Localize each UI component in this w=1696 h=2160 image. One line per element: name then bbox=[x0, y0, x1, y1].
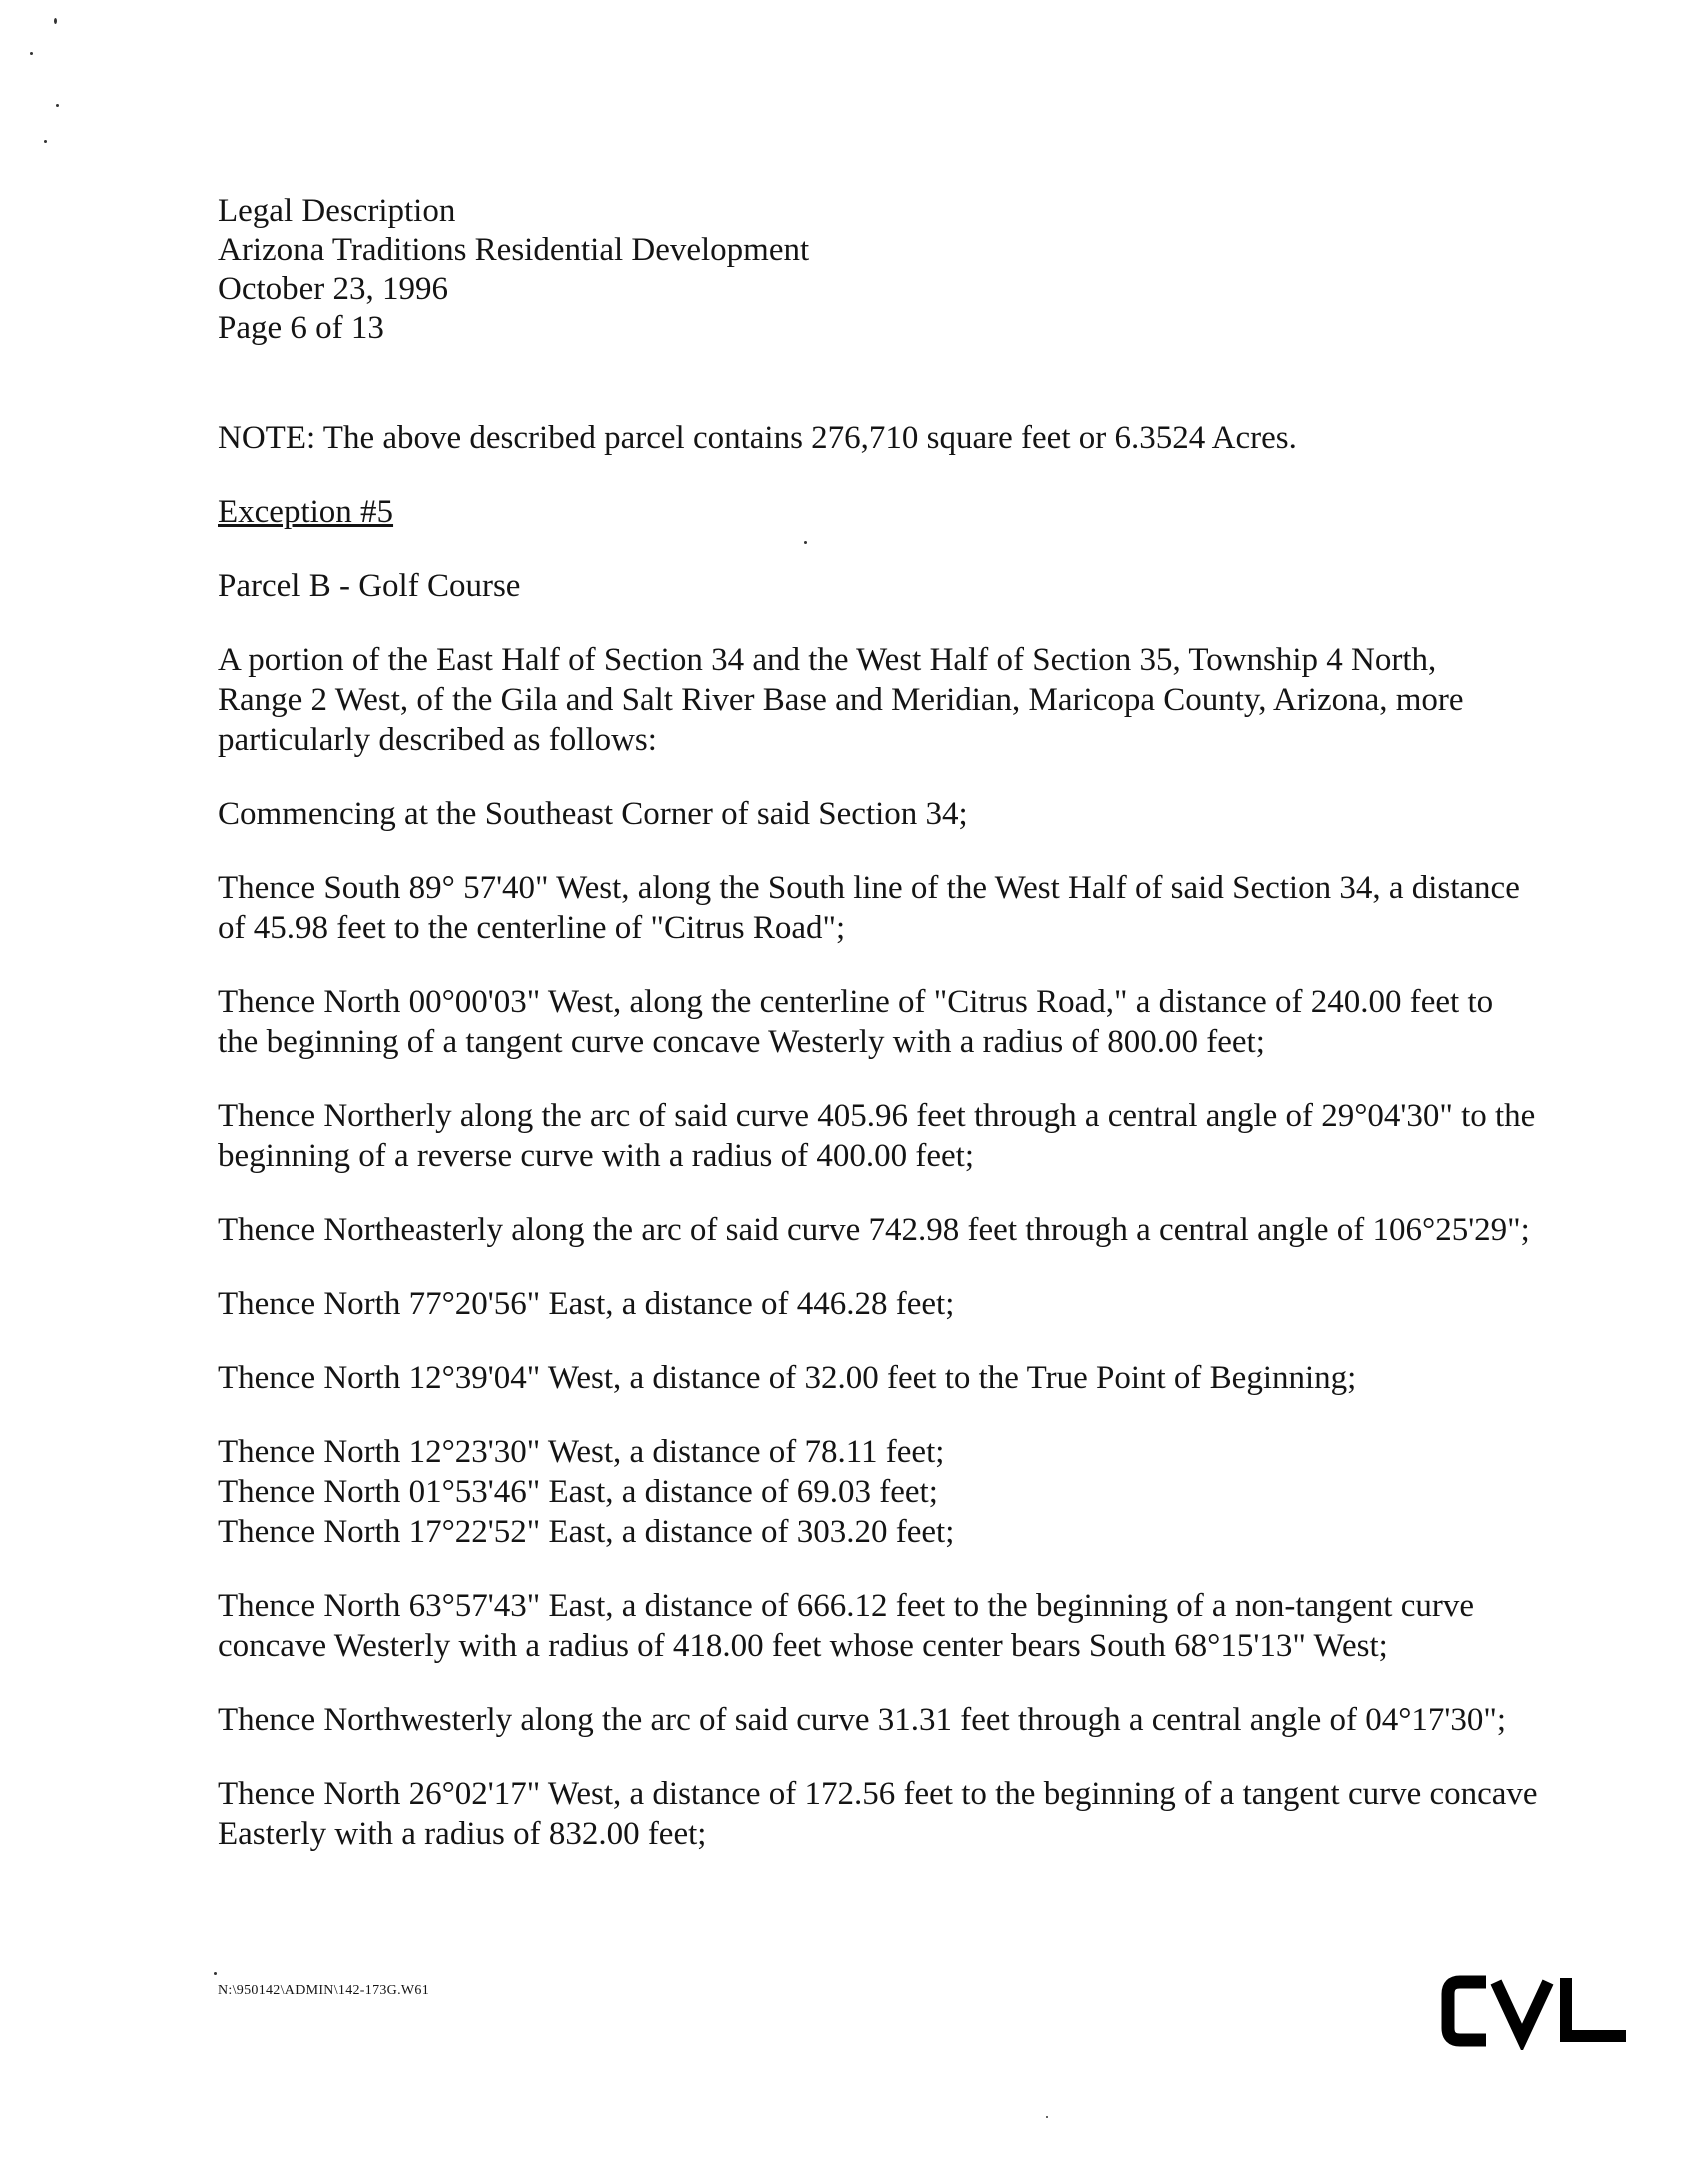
scan-speck bbox=[56, 104, 59, 107]
course-line: Thence South 89° 57'40" West, along the South line of the West Half of said Section 34, a distance bbox=[218, 870, 1520, 906]
scan-speck bbox=[44, 140, 47, 143]
course-group bbox=[218, 1432, 1538, 1552]
scan-speck bbox=[30, 52, 33, 55]
cvl-logo-icon bbox=[1440, 1974, 1630, 2050]
document-body bbox=[218, 418, 1538, 1854]
course-line: beginning of a reverse curve with a radius of 400.00 feet; bbox=[218, 1138, 974, 1174]
scan-speck bbox=[54, 18, 57, 24]
course-paragraph bbox=[218, 868, 1538, 948]
header-date: October 23, 1996 bbox=[218, 271, 449, 307]
course-line: Easterly with a radius of 832.00 feet; bbox=[218, 1816, 707, 1852]
header-page-number: Page 6 of 13 bbox=[218, 310, 384, 346]
course-true-point-of-beginning: Thence North 12°39'04" West, a distance of 32.00 feet to the True Point of Beginning; bbox=[218, 1360, 1357, 1396]
course-line: Thence North 12°23'30" West, a distance of 78.11 feet; bbox=[218, 1434, 945, 1470]
course-line: Thence North 26°02'17" West, a distance of 172.56 feet to the beginning of a tangent curve concave bbox=[218, 1776, 1538, 1812]
description-line: A portion of the East Half of Section 34 and the West Half of Section 35, Township 4 North, bbox=[218, 642, 1437, 678]
description-line: Range 2 West, of the Gila and Salt River Base and Meridian, Maricopa County, Arizona, more bbox=[218, 682, 1464, 718]
course-paragraph bbox=[218, 1096, 1538, 1176]
scan-speck bbox=[1046, 2116, 1048, 2118]
course-paragraph bbox=[218, 982, 1538, 1062]
course-paragraph bbox=[218, 1586, 1538, 1666]
parcel-description bbox=[218, 640, 1538, 760]
acreage-note: NOTE: The above described parcel contains 276,710 square feet or 6.3524 Acres. bbox=[218, 420, 1297, 456]
course-line: Thence North 01°53'46" East, a distance of 69.03 feet; bbox=[218, 1474, 938, 1510]
course-line: Thence Northerly along the arc of said curve 405.96 feet through a central angle of 29°04'30" to the bbox=[218, 1098, 1536, 1134]
scan-speck bbox=[214, 1972, 217, 1975]
course-line: the beginning of a tangent curve concave Westerly with a radius of 800.00 feet; bbox=[218, 1024, 1265, 1060]
description-line: particularly described as follows: bbox=[218, 722, 657, 758]
course-line: Thence North 63°57'43" East, a distance of 666.12 feet to the beginning of a non-tangent curve bbox=[218, 1588, 1474, 1624]
exception-heading: Exception #5 bbox=[218, 494, 394, 530]
course-line: of 45.98 feet to the centerline of "Citrus Road"; bbox=[218, 910, 846, 946]
parcel-title: Parcel B - Golf Course bbox=[218, 568, 521, 604]
file-path: N:\950142\ADMIN\142-173G.W61 bbox=[218, 1983, 429, 1998]
course-paragraph bbox=[218, 1774, 1538, 1854]
document-header bbox=[218, 192, 809, 348]
course-line: Thence North 77°20'56" East, a distance of 446.28 feet; bbox=[218, 1286, 955, 1322]
course-line: concave Westerly with a radius of 418.00 feet whose center bears South 68°15'13" West; bbox=[218, 1628, 1388, 1664]
course-line: Thence North 00°00'03" West, along the centerline of "Citrus Road," a distance of 240.00 feet to bbox=[218, 984, 1494, 1020]
header-title: Legal Description bbox=[218, 193, 456, 229]
course-line: Thence North 17°22'52" East, a distance of 303.20 feet; bbox=[218, 1514, 955, 1550]
course-line: Thence Northeasterly along the arc of said curve 742.98 feet through a central angle of 106°25'29"; bbox=[218, 1212, 1530, 1248]
header-project: Arizona Traditions Residential Development bbox=[218, 232, 810, 268]
course-line: Thence Northwesterly along the arc of said curve 31.31 feet through a central angle of 04°17'30"; bbox=[218, 1702, 1506, 1738]
course-commencing: Commencing at the Southeast Corner of said Section 34; bbox=[218, 796, 968, 832]
